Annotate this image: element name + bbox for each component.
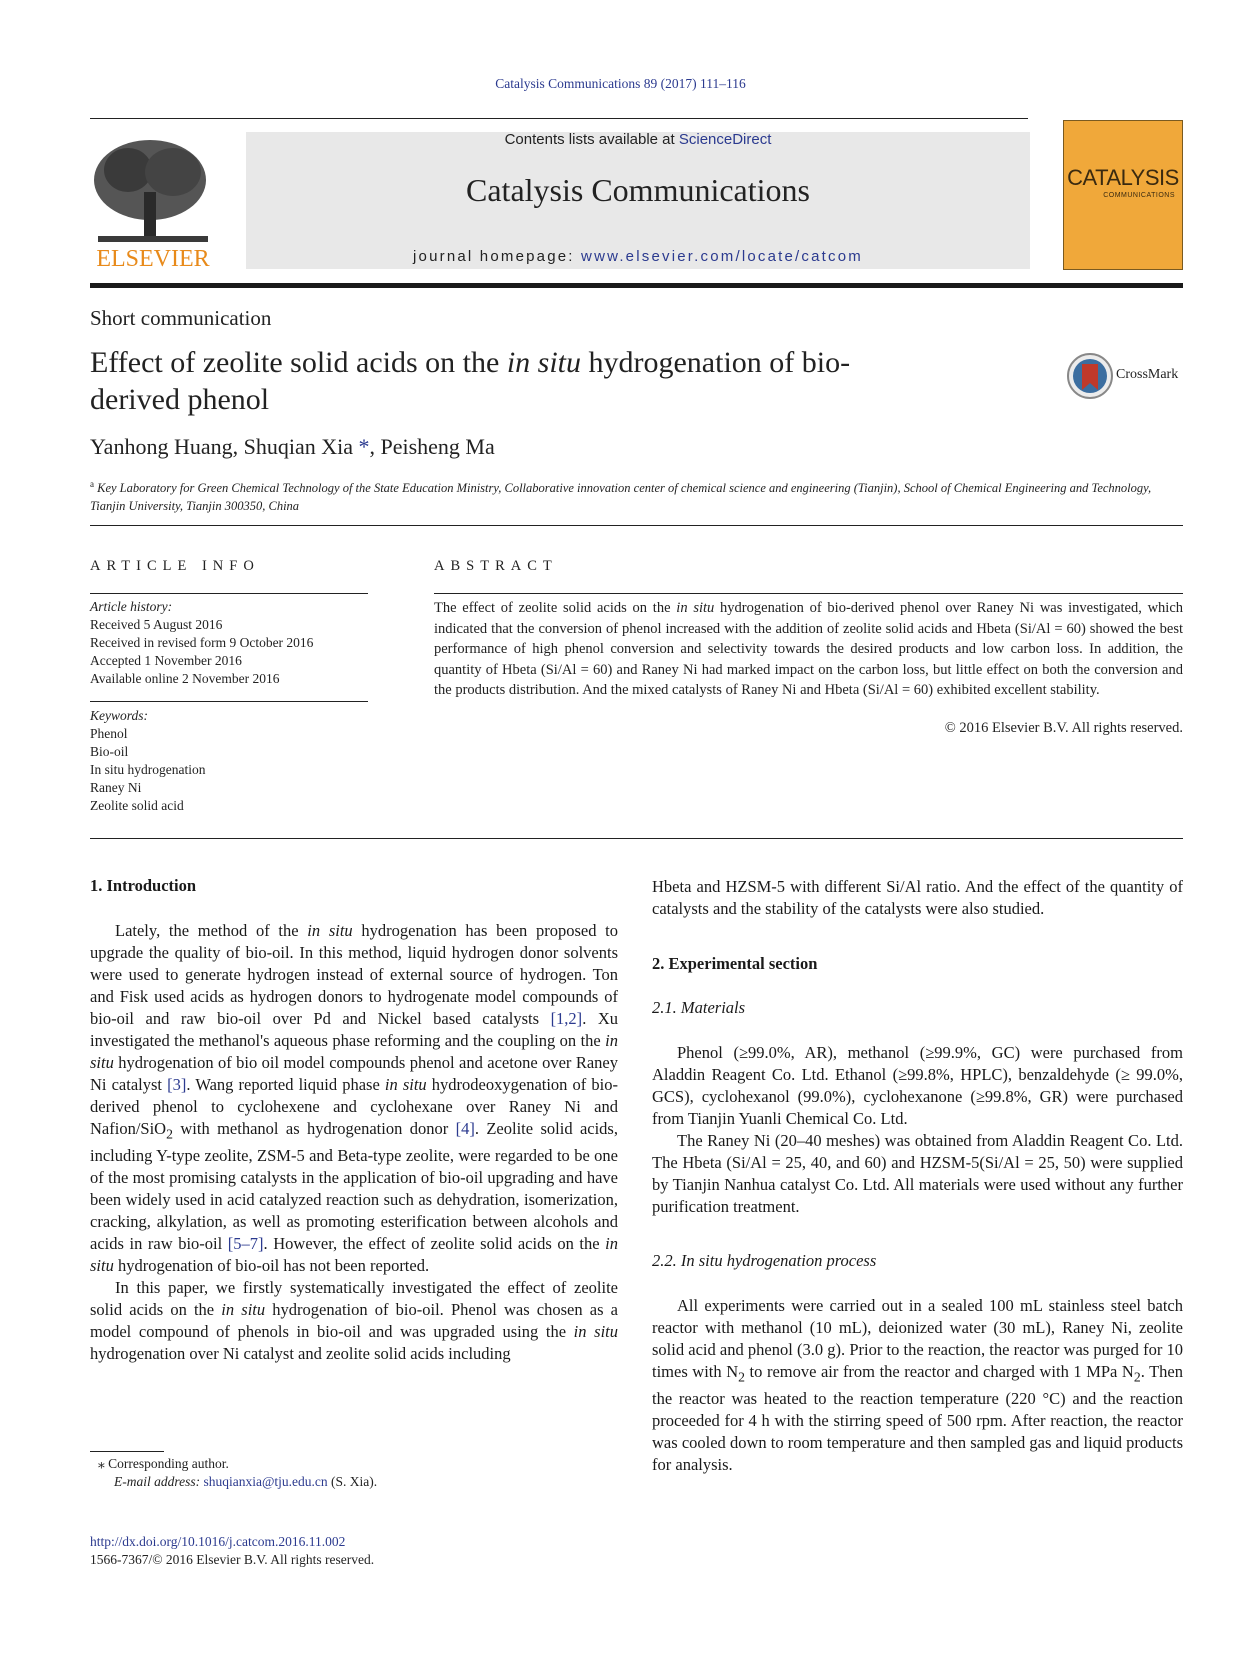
keywords-rule [90, 701, 368, 702]
article-info-rule [90, 593, 368, 594]
process-column [652, 1295, 1183, 1476]
text-run: Lately, the method of the [115, 921, 308, 940]
subscript: 2 [738, 1369, 745, 1385]
issn-line: 1566-7367/© 2016 Elsevier B.V. All rights reserved. [90, 1552, 375, 1567]
subscript: 2 [166, 1126, 173, 1142]
crossmark-icon[interactable] [1066, 352, 1114, 400]
text-run: . However, the effect of zeolite solid acids on the [263, 1234, 606, 1254]
experimental-heading: 2. Experimental section [652, 954, 818, 973]
history-item: Accepted 1 November 2016 [90, 653, 242, 668]
journal-name: Catalysis Communications [466, 172, 810, 208]
text-run: In this paper, we firstly systematically investigated the effect of zeolite solid acids on the [90, 1278, 618, 1320]
contents-prefix: Contents lists available at [504, 131, 679, 148]
materials-column [652, 1042, 1183, 1218]
elsevier-tree-logo [88, 132, 218, 272]
text-run: All experiments were carried out in a sealed 100 mL stainless steel batch reactor with methanol (10 mL), deionized water (30 mL), Raney Ni, zeolite solid acid and phenol (3.0 g). Prior to the reaction, the reactor was purged for 10 times with N [652, 1296, 1183, 1381]
history-label: Article history: [90, 599, 173, 614]
email-link[interactable]: shuqianxia@tju.edu.cn [203, 1474, 328, 1489]
article-info-heading: ARTICLE INFO [90, 558, 260, 574]
abstract-part2: hydrogenation of bio-derived phenol over Raney Ni was investigated, which indicated that the conversion of phenol increased with the addition of zeolite solid acids and Hbeta (Si/Al = 60) showed the best performance of high phenol conversion and selectivity towards the desired products and low carbon loss. In addition, the quantity of Hbeta (Si/Al = 60) and Raney Ni had marked impact on the carbon loss, but little effect on both the conversion and the products distribution. And the mixed catalysts of Raney Ni and Hbeta (Si/Al = 60) exhibited excellent stability. [434, 600, 1184, 698]
text-run: hydrogenation over Ni catalyst and zeolite solid acids including [90, 1344, 511, 1364]
header-thick-rule [90, 283, 1183, 288]
header-rule [90, 118, 1028, 119]
authors-part1: Yanhong Huang, Shuqian Xia [90, 434, 359, 459]
title-rule [90, 525, 1183, 526]
materials-paragraph-1: Phenol (≥99.0%, AR), methanol (≥99.9%, GC) were purchased from Aladdin Reagent Co. Ltd. Ethanol (≥99.8%, HPLC), benzaldehyde (≥ 99.0%, GCS), cyclohexanol (99.0%), cyclohexanone (≥99.8%, GR) were purchased from Tianjin Yuanli Chemical Co. Ltd. [652, 1043, 1183, 1128]
keywords-list [90, 707, 205, 815]
text-italic: in situ [573, 1322, 618, 1342]
email-label: E-mail address: [114, 1474, 204, 1489]
text-run: to remove air from the reactor and charged with 1 MPa N [745, 1362, 1134, 1381]
article-title [90, 344, 890, 418]
text-italic: in situ [90, 1031, 618, 1072]
email-line [90, 1473, 377, 1491]
title-italic: in situ [506, 346, 581, 379]
cover-subtitle: COMMUNICATIONS [1103, 192, 1175, 199]
affil-superscript: a [90, 479, 94, 489]
process-paragraph-1 [652, 1295, 1183, 1476]
crossmark-label[interactable]: CrossMark [1116, 367, 1179, 382]
intro-continuation [652, 876, 1183, 920]
text-run: hydrogenation of bio-oil has not been reported. [113, 1256, 430, 1276]
footnote-rule [90, 1451, 164, 1452]
abstract-italic: in situ [676, 600, 715, 616]
cover-title [1063, 165, 1183, 199]
text-italic: in situ [384, 1075, 427, 1094]
intro-heading: 1. Introduction [90, 876, 197, 895]
keyword-item: In situ hydrogenation [90, 762, 206, 777]
title-part2: hydrogenation of bio-derived phenol [90, 346, 851, 416]
text-run: hydrogenation of bio oil model compounds phenol and acetone over Raney Ni catalyst [90, 1053, 618, 1094]
text-run: hydrodeoxygenation of bio-derived phenol to cyclohexene and cyclohexane over Raney Ni and Nafion/SiO [90, 1075, 618, 1138]
text-run: . Xu investigated the methanol's aqueous phase reforming and the coupling on the [90, 1009, 618, 1050]
homepage-prefix: journal homepage: [413, 248, 582, 265]
text-run: . Zeolite solid acids, including Y-type zeolite, ZSM-5 and Beta-type zeolite, were regarded to be one of the most promising catalysts in the application of bio-oil upgrading and have been widely used in acid catalyzed reaction such as dehydration, isomerization, cracking, alkylation, as well as promoting esterification between alcohols and acids in raw bio-oil [90, 1119, 618, 1254]
abstract-heading: ABSTRACT [434, 558, 558, 574]
email-suffix: (S. Xia). [327, 1474, 378, 1489]
citation-link[interactable]: [4] [455, 1119, 475, 1138]
footnote-text: Corresponding author. [108, 1456, 229, 1471]
keyword-item: Raney Ni [90, 780, 142, 795]
footnote [90, 1455, 377, 1491]
article-type: Short communication [90, 306, 272, 330]
history-item: Received 5 August 2016 [90, 617, 223, 632]
journal-reference[interactable]: Catalysis Communications 89 (2017) 111–116 [495, 76, 746, 91]
doi-link[interactable]: http://dx.doi.org/10.1016/j.catcom.2016.11.002 [90, 1534, 346, 1549]
affiliation-text: Key Laboratory for Green Chemical Technology of the State Education Ministry, Collaborative innovation center of chemical science and engineering (Tianjin), School of Chemical Engineering and Technology, Tianjin University, Tianjin 300350, China [90, 481, 1152, 514]
abstract-text [434, 598, 1183, 701]
citation-link[interactable]: [1,2] [550, 1009, 583, 1028]
abstract-copyright: © 2016 Elsevier B.V. All rights reserved. [944, 720, 1183, 736]
intro-column [90, 920, 618, 1365]
corresponding-author-note [90, 1455, 377, 1473]
title-part1: Effect of zeolite solid acids on the [90, 346, 507, 379]
contents-line [246, 131, 1030, 148]
history-item: Available online 2 November 2016 [90, 671, 280, 686]
sciencedirect-link[interactable]: ScienceDirect [678, 131, 772, 148]
authors-part2: , Peisheng Ma [369, 434, 495, 459]
footer [90, 1533, 374, 1569]
materials-heading: 2.1. Materials [652, 998, 746, 1017]
intro-continuation-text: Hbeta and HZSM-5 with different Si/Al ratio. And the effect of the quantity of catalysts and the stability of the catalysts were also studied. [652, 877, 1183, 918]
intro-paragraph-1 [90, 920, 618, 1277]
citation-link[interactable]: [5–7] [227, 1234, 264, 1254]
footnote-star: ⁎ [98, 1456, 105, 1471]
text-italic: in situ [307, 921, 353, 940]
text-run: . Then the reactor was heated to the reaction temperature (220 °C) and the reaction proceeded for 4 h with the stirring speed of 500 rpm. After reaction, the reactor was cooled down to room temperature and then sampled gas and liquid products for analysis. [652, 1362, 1184, 1475]
history-item: Received in revised form 9 October 2016 [90, 635, 314, 650]
article-history [90, 598, 313, 688]
abstract-part1: The effect of zeolite solid acids on the [434, 600, 677, 616]
authors [90, 434, 495, 460]
citation-link[interactable]: [3] [167, 1075, 187, 1094]
text-run: hydrogenation of bio-oil. Phenol was chosen as a model compound of phenols in bio-oil and was upgraded using the [90, 1300, 618, 1342]
process-heading: 2.2. In situ hydrogenation process [652, 1251, 877, 1270]
keyword-item: Bio-oil [90, 744, 129, 759]
homepage-link[interactable]: www.elsevier.com/locate/catcom [581, 248, 863, 265]
elsevier-wordmark: ELSEVIER [96, 246, 210, 272]
text-run: . Wang reported liquid phase [186, 1075, 385, 1094]
abstract-rule [434, 593, 1183, 594]
corresponding-author-star[interactable]: * [358, 434, 370, 459]
text-italic: in situ [90, 1234, 618, 1276]
abstract-bottom-rule [90, 838, 1183, 839]
cover-title-text: CATALYSIS [1067, 165, 1179, 190]
keyword-item: Zeolite solid acid [90, 798, 184, 813]
journal-homepage [246, 248, 1030, 265]
affiliation [90, 475, 1185, 515]
keyword-item: Phenol [90, 726, 128, 741]
intro-paragraph-2 [90, 1277, 618, 1365]
text-run: with methanol as hydrogenation donor [172, 1119, 456, 1138]
text-run: hydrogenation has been proposed to upgrade the quality of bio-oil. In this method, liquid hydrogen donor solvents were used to generate hydrogen instead of external source of hydrogen. Ton and Fisk used acids as hydrogen donors to hydrogenate model compounds of bio-oil and raw bio-oil over Pd and Nickel based catalysts [90, 921, 618, 1028]
materials-paragraph-2: The Raney Ni (20–40 meshes) was obtained from Aladdin Reagent Co. Ltd. The Hbeta (Si/Al = 25, 40, and 60) and HZSM-5(Si/Al = 25, 50) were supplied by Tianjin Nanhua catalyst Co. Ltd. All materials were used without any further purification treatment. [652, 1131, 1183, 1216]
keywords-label: Keywords: [90, 708, 148, 723]
text-italic: in situ [221, 1300, 266, 1320]
subscript: 2 [1133, 1369, 1141, 1385]
